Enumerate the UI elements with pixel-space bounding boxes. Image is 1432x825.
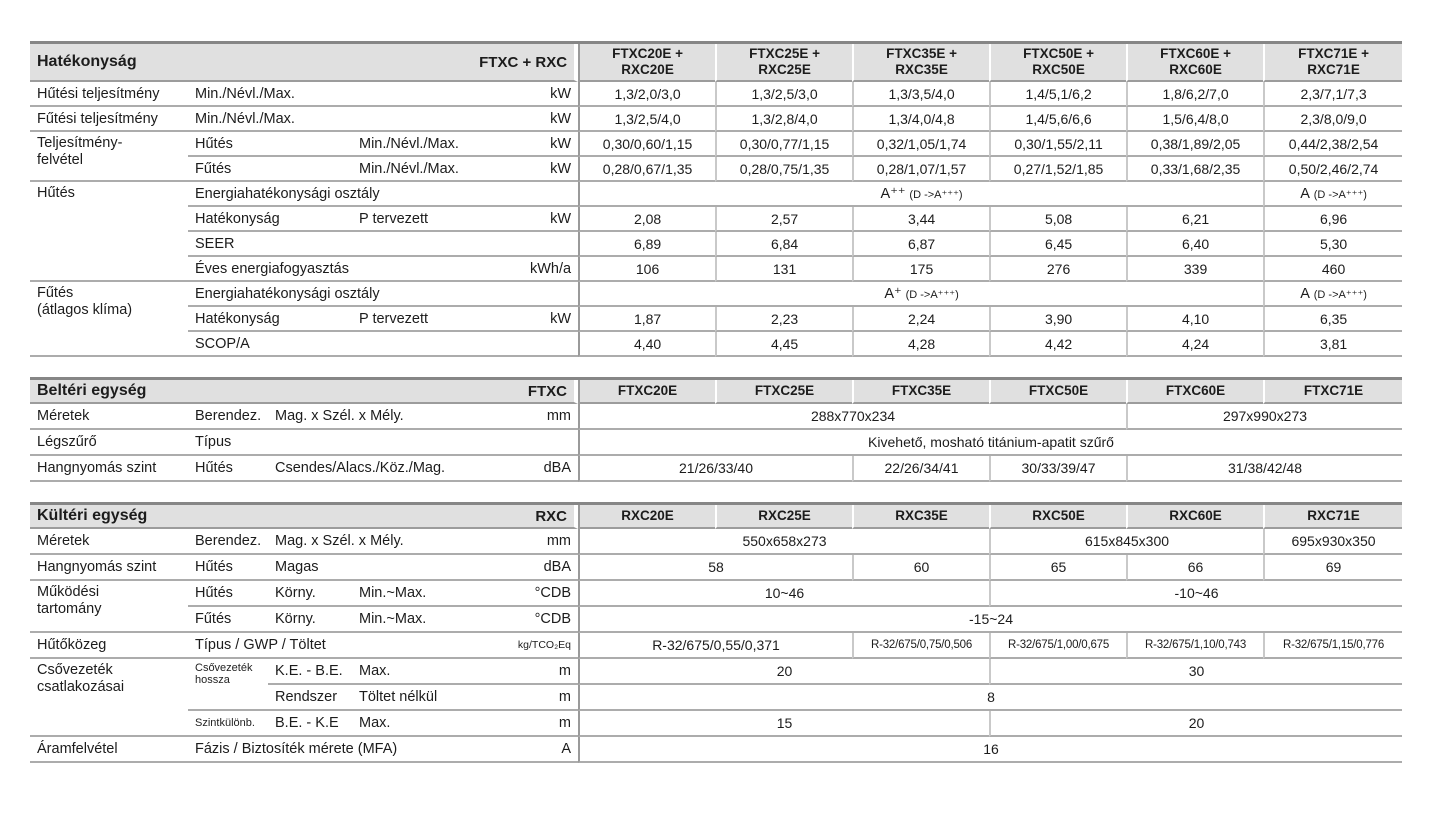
row-label: [30, 581, 188, 633]
row-sublabel: Energiahatékonysági osztály: [188, 282, 578, 307]
heating-capacity-row: [30, 107, 1402, 132]
annual-energy-row: [30, 257, 1402, 282]
value-cell: 1,4/5,1/6,2: [989, 82, 1126, 107]
value-cell: 1,87: [578, 307, 715, 332]
model-header: FTXC25E: [715, 380, 852, 404]
model-header-line2: RXC35E: [895, 62, 948, 77]
piping-length-row: [30, 659, 1402, 685]
value-cell: 69: [1263, 555, 1402, 581]
section-code: FTXC + RXC: [479, 53, 568, 71]
row-label-line1: Csővezeték: [37, 662, 113, 678]
value-cell: 1,3/2,8/4,0: [715, 107, 852, 132]
model-header: FTXC35E: [852, 380, 989, 404]
model-header: FTXC50E: [989, 380, 1126, 404]
indoor-dimensions-row: [30, 404, 1402, 430]
row-label-line2: tartomány: [37, 601, 102, 618]
row-spec: Max.: [352, 659, 510, 685]
value-cell: 5,08: [989, 207, 1126, 232]
value-cell: 276: [989, 257, 1126, 282]
row-spec: Mag. x Szél. x Mély.: [268, 404, 510, 430]
row-spec: Mag. x Szél. x Mély.: [268, 529, 510, 555]
value-cell: 30/33/39/47: [989, 456, 1126, 482]
value-cell: 21/26/33/40: [578, 456, 852, 482]
row-label: Hangnyomás szint: [30, 555, 188, 581]
value-cell: 0,32/1,05/1,74: [852, 132, 989, 157]
value-cell: 131: [715, 257, 852, 282]
row-label-line2: (átlagos klíma): [37, 302, 133, 319]
row-label: Hűtés: [30, 182, 188, 282]
piping-level-row: [30, 711, 1402, 737]
energy-class-scale: (D ->A⁺⁺⁺): [1313, 289, 1367, 301]
row-label-line1: Fűtés: [37, 285, 74, 301]
indoor-unit-table: [30, 377, 1402, 482]
value-cell: 1,4/5,6/6,6: [989, 107, 1126, 132]
model-header-line1: FTXC60E +: [1160, 46, 1232, 62]
row-label-line2: csatlakozásai: [37, 679, 125, 696]
row-spec: Töltet nélkül: [352, 685, 510, 711]
unit-label: kW: [510, 132, 578, 157]
value-cell: 297x990x273: [1126, 404, 1402, 430]
value-cell: 6,35: [1263, 307, 1402, 332]
section-title: Beltéri egység: [37, 382, 147, 399]
value-cell: 2,3/7,1/7,3: [1263, 82, 1402, 107]
row-sublabel: Fűtés: [188, 607, 268, 633]
row-spec: Min./Névl./Max.: [188, 82, 510, 107]
model-header-line2: RXC60E: [1169, 62, 1222, 77]
heating-energy-class-row: [30, 282, 1402, 307]
indoor-sound-row: [30, 456, 1402, 482]
unit-label: °CDB: [510, 607, 578, 633]
row-label-line2: felvétel: [37, 152, 83, 169]
row-label: [30, 659, 188, 737]
row-spec: P tervezett: [352, 207, 510, 232]
outdoor-header-row: [30, 505, 1402, 529]
energy-class-main: A: [1300, 186, 1310, 202]
value-cell: 4,10: [1126, 307, 1263, 332]
energy-class-scale: (D ->A⁺⁺⁺): [905, 289, 959, 301]
value-cell: Kivehető, mosható titánium-apatit szűrő: [578, 430, 1402, 456]
value-cell: R-32/675/0,55/0,371: [578, 633, 852, 659]
value-cell: 460: [1263, 257, 1402, 282]
unit-label: mm: [510, 404, 578, 430]
row-spec: B.E. - K.E: [268, 711, 352, 737]
value-cell: R-32/675/1,10/0,743: [1126, 633, 1263, 659]
row-label: [30, 282, 188, 357]
op-range-heating-row: [30, 607, 1402, 633]
efficiency-table: [30, 41, 1402, 357]
row-sublabel: Éves energiafogyasztás: [188, 257, 510, 282]
cooling-capacity-row: [30, 82, 1402, 107]
unit-label: °CDB: [510, 581, 578, 607]
row-label: Légszűrő: [30, 430, 188, 456]
value-cell: 0,50/2,46/2,74: [1263, 157, 1402, 182]
value-cell: 1,8/6,2/7,0: [1126, 82, 1263, 107]
value-cell: 66: [1126, 555, 1263, 581]
row-sublabel: Hűtés: [188, 581, 268, 607]
value-cell: 1,3/2,5/4,0: [578, 107, 715, 132]
value-cell: 0,30/1,55/2,11: [989, 132, 1126, 157]
row-label: Fűtési teljesítmény: [30, 107, 188, 132]
row-spec: Min./Névl./Max.: [352, 157, 510, 182]
row-sublabel: Típus / GWP / Töltet: [188, 633, 510, 659]
energy-class-main: A⁺⁺: [880, 186, 906, 202]
unit-label: m: [510, 711, 578, 737]
model-header: [1263, 44, 1402, 82]
row-sublabel: Körny.: [268, 581, 352, 607]
air-filter-row: [30, 430, 1402, 456]
value-cell: 695x930x350: [1263, 529, 1402, 555]
value-cell: 3,90: [989, 307, 1126, 332]
model-header: RXC35E: [852, 505, 989, 529]
unit-label: kW: [510, 207, 578, 232]
row-sublabel-line2: hossza: [195, 674, 230, 687]
row-sublabel: SCOP/A: [188, 332, 578, 357]
outdoor-sound-row: [30, 555, 1402, 581]
value-cell: 4,24: [1126, 332, 1263, 357]
model-header-line2: RXC20E: [621, 62, 674, 77]
value-cell: 3,81: [1263, 332, 1402, 357]
unit-label: mm: [510, 529, 578, 555]
value-cell: 10~46: [578, 581, 989, 607]
model-header-line2: RXC50E: [1032, 62, 1085, 77]
model-header-line1: FTXC71E +: [1298, 46, 1370, 62]
value-cell: 550x658x273: [578, 529, 989, 555]
row-label-line1: Teljesítmény-: [37, 135, 123, 151]
model-header-line2: RXC25E: [758, 62, 811, 77]
unit-label: kW: [510, 107, 578, 132]
value-cell: [578, 282, 1263, 307]
value-cell: 2,3/8,0/9,0: [1263, 107, 1402, 132]
row-sublabel: Szintkülönb.: [188, 711, 268, 737]
row-spec: Csendes/Alacs./Köz./Mag.: [268, 456, 510, 482]
model-header: RXC25E: [715, 505, 852, 529]
unit-label: m: [510, 685, 578, 711]
energy-class-scale: (D ->A⁺⁺⁺): [1313, 189, 1367, 201]
model-header: [989, 44, 1126, 82]
section-code: FTXC: [527, 382, 567, 400]
unit-label: kW: [510, 157, 578, 182]
value-cell: 0,28/0,75/1,35: [715, 157, 852, 182]
heating-pdesign-row: [30, 307, 1402, 332]
value-cell: 8: [578, 685, 1402, 711]
row-sublabel: SEER: [188, 232, 578, 257]
section-band: [30, 44, 578, 82]
value-cell: 6,96: [1263, 207, 1402, 232]
row-spec: Magas: [268, 555, 510, 581]
value-cell: 0,33/1,68/2,35: [1126, 157, 1263, 182]
value-cell: 31/38/42/48: [1126, 456, 1402, 482]
unit-label: kW: [510, 82, 578, 107]
model-header-line2: RXC71E: [1307, 62, 1360, 77]
row-label: Hűtőközeg: [30, 633, 188, 659]
value-cell: 3,44: [852, 207, 989, 232]
row-spec: Min.~Max.: [352, 607, 510, 633]
cooling-pdesign-row: [30, 207, 1402, 232]
value-cell: 0,27/1,52/1,85: [989, 157, 1126, 182]
value-cell: 0,28/0,67/1,35: [578, 157, 715, 182]
value-cell: 0,30/0,60/1,15: [578, 132, 715, 157]
row-label: Méretek: [30, 529, 188, 555]
value-cell: 5,30: [1263, 232, 1402, 257]
value-cell: 175: [852, 257, 989, 282]
value-cell: 4,42: [989, 332, 1126, 357]
section-code: RXC: [535, 507, 568, 525]
value-cell: 0,44/2,38/2,54: [1263, 132, 1402, 157]
model-header: FTXC60E: [1126, 380, 1263, 404]
row-sublabel: Energiahatékonysági osztály: [188, 182, 578, 207]
unit-label: kWh/a: [510, 257, 578, 282]
model-header-line1: FTXC25E +: [749, 46, 821, 62]
value-cell: 6,89: [578, 232, 715, 257]
value-cell: 30: [989, 659, 1402, 685]
value-cell: 60: [852, 555, 989, 581]
value-cell: 6,40: [1126, 232, 1263, 257]
energy-class-main: A⁺: [884, 286, 902, 302]
energy-class-scale: (D ->A⁺⁺⁺): [909, 189, 963, 201]
outdoor-dimensions-row: [30, 529, 1402, 555]
model-header: RXC71E: [1263, 505, 1402, 529]
row-spec: Rendszer: [268, 685, 352, 711]
unit-label: dBA: [510, 555, 578, 581]
scop-row: [30, 332, 1402, 357]
row-label: Hangnyomás szint: [30, 456, 188, 482]
value-cell: 2,23: [715, 307, 852, 332]
value-cell: 4,45: [715, 332, 852, 357]
row-label: [30, 132, 188, 182]
row-sublabel: Hűtés: [188, 456, 268, 482]
section-band: [30, 380, 578, 404]
value-cell: R-32/675/1,00/0,675: [989, 633, 1126, 659]
value-cell: 6,21: [1126, 207, 1263, 232]
model-header: RXC50E: [989, 505, 1126, 529]
row-sublabel: [188, 659, 268, 711]
power-input-heating-row: [30, 157, 1402, 182]
value-cell: 2,08: [578, 207, 715, 232]
value-cell: 1,3/3,5/4,0: [852, 82, 989, 107]
value-cell: 58: [578, 555, 852, 581]
model-header-line1: FTXC50E +: [1023, 46, 1095, 62]
value-cell: 1,3/2,0/3,0: [578, 82, 715, 107]
energy-class-main: A: [1300, 286, 1310, 302]
value-cell: 1,5/6,4/8,0: [1126, 107, 1263, 132]
value-cell: [1263, 282, 1402, 307]
model-header: FTXC20E: [578, 380, 715, 404]
value-cell: 0,28/1,07/1,57: [852, 157, 989, 182]
value-cell: 15: [578, 711, 989, 737]
refrigerant-row: [30, 633, 1402, 659]
section-band: [30, 505, 578, 529]
row-spec: Min.~Max.: [352, 581, 510, 607]
model-header-line1: FTXC35E +: [886, 46, 958, 62]
cooling-energy-class-row: [30, 182, 1402, 207]
value-cell: 6,45: [989, 232, 1126, 257]
row-spec: Max.: [352, 711, 510, 737]
unit-label: kW: [510, 307, 578, 332]
model-header: [1126, 44, 1263, 82]
value-cell: 20: [989, 711, 1402, 737]
value-cell: [578, 182, 1263, 207]
row-label: Méretek: [30, 404, 188, 430]
row-spec: Min./Névl./Max.: [188, 107, 510, 132]
outdoor-unit-table: [30, 502, 1402, 763]
row-label-line1: Működési: [37, 584, 100, 600]
section-title: Kültéri egység: [37, 507, 148, 524]
power-input-cooling-row: [30, 132, 1402, 157]
value-cell: 4,40: [578, 332, 715, 357]
model-header-line1: FTXC20E +: [612, 46, 684, 62]
row-sublabel: Fűtés: [188, 157, 352, 182]
value-cell: 22/26/34/41: [852, 456, 989, 482]
row-spec: P tervezett: [352, 307, 510, 332]
row-label: Áramfelvétel: [30, 737, 188, 763]
value-cell: 65: [989, 555, 1126, 581]
indoor-header-row: [30, 380, 1402, 404]
model-header: FTXC71E: [1263, 380, 1402, 404]
value-cell: 106: [578, 257, 715, 282]
value-cell: R-32/675/0,75/0,506: [852, 633, 989, 659]
unit-label: m: [510, 659, 578, 685]
value-cell: 1,3/2,5/3,0: [715, 82, 852, 107]
value-cell: 288x770x234: [578, 404, 1126, 430]
value-cell: 16: [578, 737, 1402, 763]
row-sublabel: Berendez.: [188, 404, 268, 430]
model-header: RXC60E: [1126, 505, 1263, 529]
row-spec: Min./Névl./Max.: [352, 132, 510, 157]
row-sublabel: Hűtés: [188, 555, 268, 581]
model-header: [852, 44, 989, 82]
value-cell: [1263, 182, 1402, 207]
value-cell: 1,3/4,0/4,8: [852, 107, 989, 132]
row-sublabel: Hűtés: [188, 132, 352, 157]
section-title: Hatékonyság: [37, 53, 137, 70]
value-cell: 20: [578, 659, 989, 685]
value-cell: 2,57: [715, 207, 852, 232]
value-cell: -10~46: [989, 581, 1402, 607]
row-label: Hűtési teljesítmény: [30, 82, 188, 107]
op-range-cooling-row: [30, 581, 1402, 607]
value-cell: 0,38/1,89/2,05: [1126, 132, 1263, 157]
value-cell: 2,24: [852, 307, 989, 332]
value-cell: 4,28: [852, 332, 989, 357]
efficiency-header-row: [30, 44, 1402, 82]
value-cell: 0,30/0,77/1,15: [715, 132, 852, 157]
unit-label: kg/TCO₂Eq: [510, 633, 578, 659]
model-header: [715, 44, 852, 82]
current-row: [30, 737, 1402, 763]
row-sublabel: Fázis / Biztosíték mérete (MFA): [188, 737, 510, 763]
model-header: RXC20E: [578, 505, 715, 529]
value-cell: -15~24: [578, 607, 1402, 633]
row-sublabel: Hatékonyság: [188, 207, 352, 232]
row-sublabel-line1: Csővezeték: [195, 662, 253, 674]
row-spec: K.E. - B.E.: [268, 659, 352, 685]
row-sublabel: Hatékonyság: [188, 307, 352, 332]
value-cell: 339: [1126, 257, 1263, 282]
value-cell: R-32/675/1,15/0,776: [1263, 633, 1402, 659]
row-sublabel: Körny.: [268, 607, 352, 633]
unit-label: dBA: [510, 456, 578, 482]
value-cell: 6,87: [852, 232, 989, 257]
seer-row: [30, 232, 1402, 257]
value-cell: 615x845x300: [989, 529, 1263, 555]
row-sublabel: Típus: [188, 430, 578, 456]
unit-label: A: [510, 737, 578, 763]
value-cell: 6,84: [715, 232, 852, 257]
row-sublabel: Berendez.: [188, 529, 268, 555]
model-header: [578, 44, 715, 82]
